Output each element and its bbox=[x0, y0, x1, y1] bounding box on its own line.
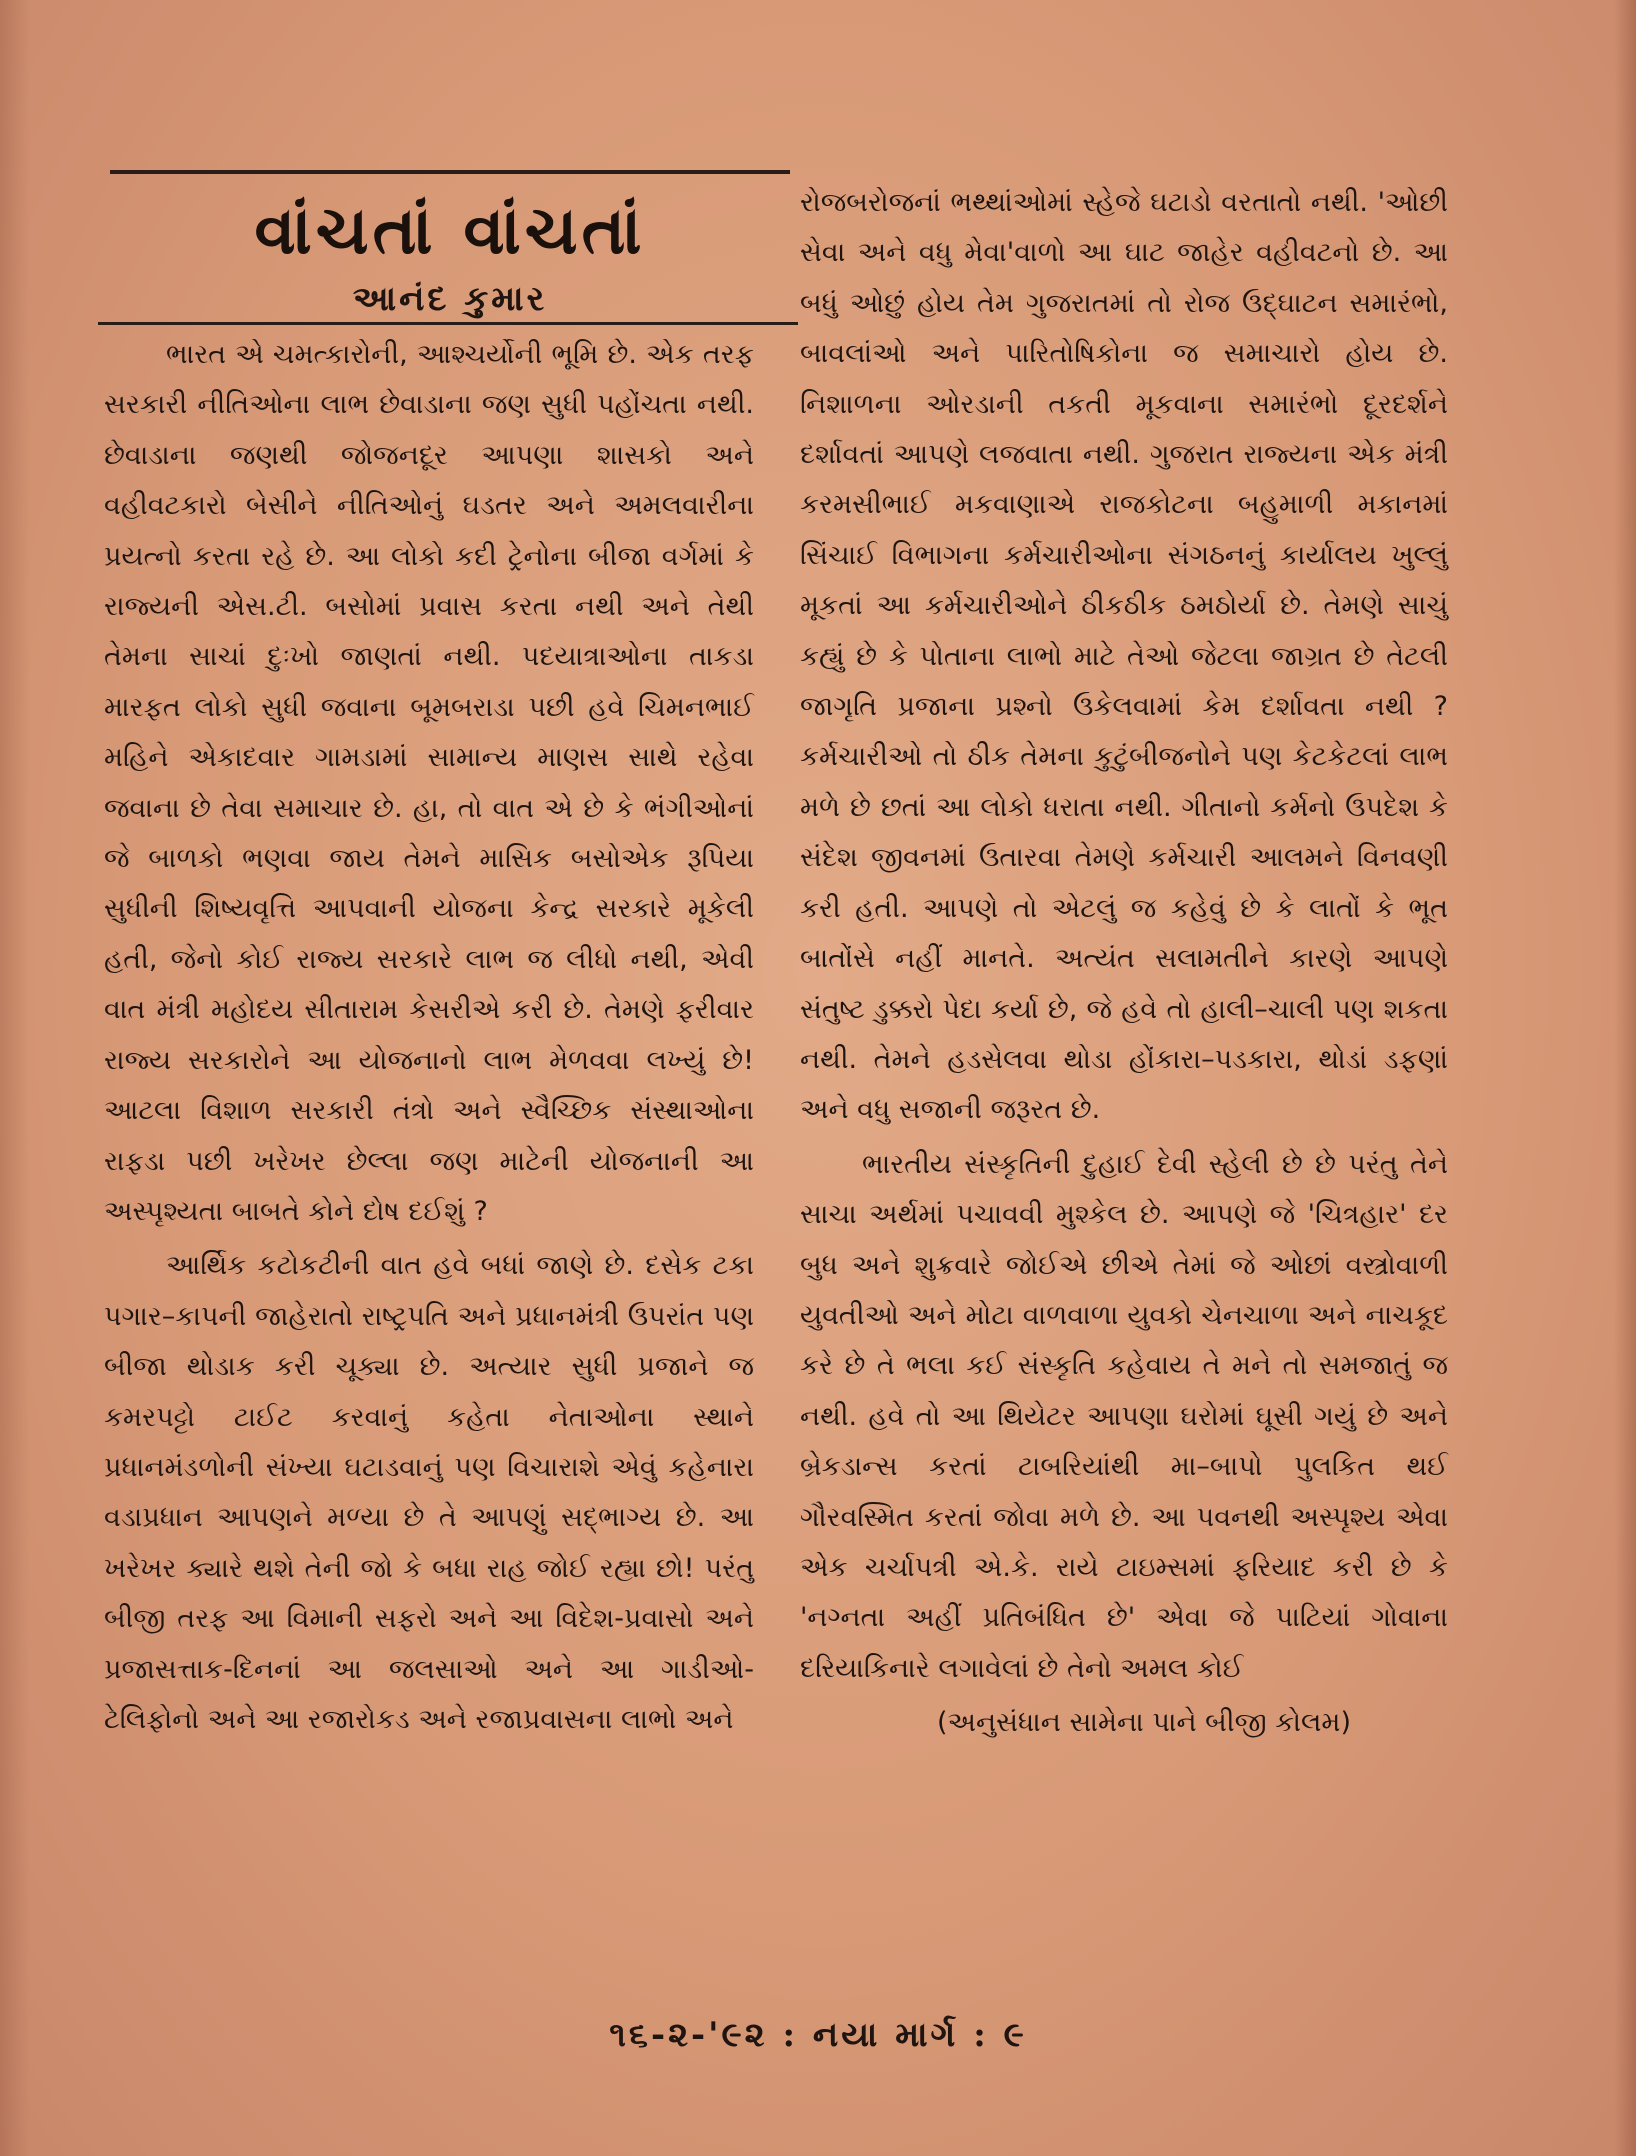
article-title: વાંચતાં વાંચતાં bbox=[254, 191, 646, 269]
article-heading bbox=[100, 185, 800, 321]
page-shadow-left bbox=[0, 0, 30, 2156]
page-shadow-right bbox=[1614, 0, 1636, 2156]
heading-rule bbox=[98, 322, 798, 325]
left-column bbox=[104, 330, 754, 1745]
left-paragraph-2: આર્થિક કટોકટીની વાત હવે બધાં જાણે છે. દસેક ટકા પગાર–કાપની જાહેરાતો રાષ્ટ્રપતિ અને પ્રધાનમંત્રી ઉપરાંત પણ બીજા થોડાક કરી ચૂક્યા છે. અત્યાર સુધી પ્રજાને જ કમરપટ્ટો ટાઈટ કરવાનું કહેતા નેતાઓના સ્થાને પ્રધાનમંડળોની સંખ્યા ઘટાડવાનું પણ વિચારાશે એવું કહેનારા વડાપ્રધાન આપણને મળ્યા છે તે આપણું સદ્‌ભાગ્ય છે. આ ખરેખર ક્યારે થશે તેની જો કે બધા રાહ જોઈ રહ્યા છો! પરંતુ બીજી તરફ આ વિમાની સફરો અને આ વિદેશ-પ્રવાસો અને પ્રજાસત્તાક-દિનનાં આ જલસાઓ અને આ ગાડીઓ-ટેલિફોનો અને આ રજારોકડ અને રજાપ્રવાસના લાભો અને bbox=[104, 1250, 754, 1735]
left-paragraph-1: ભારત એ ચમત્કારોની, આશ્ચર્યોની ભૂમિ છે. એક તરફ સરકારી નીતિઓના લાભ છેવાડાના જણ સુધી પહોંચતા નથી. છેવાડાના જણથી જોજનદૂર આપણા શાસકો અને વહીવટકારો બેસીને નીતિઓનું ઘડતર અને અમલવારીના પ્રયત્નો કરતા રહે છે. આ લોકો કદી ટ્રેનોના બીજા વર્ગમાં કે રાજ્યની એસ.ટી. બસોમાં પ્રવાસ કરતા નથી અને તેથી તેમના સાચાં દુઃખો જાણતાં નથી. પદયાત્રાઓના તાકડા મારફત લોકો સુધી જવાના બૂમબરાડા પછી હવે ચિમનભાઈ મહિને એકાદવાર ગામડામાં સામાન્ય માણસ સાથે રહેવા જવાના છે તેવા સમાચાર છે. હા, તો વાત એ છે કે ભંગીઓનાં જે બાળકો ભણવા જાય તેમને માસિક બસોએક રૂપિયા સુધીની શિષ્યવૃત્તિ આપવાની યોજના કેન્દ્ર સરકારે મૂકેલી હતી, જેનો કોઈ રાજ્ય સરકારે લાભ જ લીધો નથી, એવી વાત મંત્રી મહોદય સીતારામ કેસરીએ કરી છે. તેમણે ફરીવાર રાજ્ય સરકારોને આ યોજનાનો લાભ મેળવવા લખ્યું છે! આટલા વિશાળ સરકારી તંત્રો અને સ્વૈચ્છિક સંસ્થાઓના રાફડા પછી ખરેખર છેલ્લા જણ માટેની યોજનાની આ અસ્પૃશ્યતા બાબતે કોને દોષ દઈશું ? bbox=[104, 339, 754, 1227]
continued-note: (અનુસંધાન સામેના પાને બીજી કોલમ) bbox=[936, 1707, 1352, 1739]
right-column bbox=[800, 178, 1448, 1749]
top-rule bbox=[110, 170, 790, 174]
right-paragraph-1: રોજબરોજનાં ભથ્થાંઓમાં સ્હેજે ઘટાડો વરતાતો નથી. 'ઓછી સેવા અને વધુ મેવા'વાળો આ ઘાટ જાહેર વહીવટનો છે. આ બધું ઓછું હોય તેમ ગુજરાતમાં તો રોજ ઉદ્‌ઘાટન સમારંભો, બાવલાંઓ અને પારિતોષિકોના જ સમાચારો હોય છે. નિશાળના ઓરડાની તકતી મૂકવાના સમારંભો દૂરદર્શને દર્શાવતાં આપણે લજવાતા નથી. ગુજરાત રાજ્યના એક મંત્રી કરમસીભાઈ મકવાણાએ રાજકોટના બહુમાળી મકાનમાં સિંચાઈ વિભાગના કર્મચારીઓના સંગઠનનું કાર્યાલય ખુલ્લું મૂકતાં આ કર્મચારીઓને ઠીકઠીક ઠમઠોર્યા છે. તેમણે સાચું કહ્યું છે કે પોતાના લાભો માટે તેઓ જેટલા જાગ્રત છે તેટલી જાગૃતિ પ્રજાના પ્રશ્નો ઉકેલવામાં કેમ દર્શાવતા નથી ? કર્મચારીઓ તો ઠીક તેમના કુટુંબીજનોને પણ કેટકેટલાં લાભ મળે છે છતાં આ લોકો ધરાતા નથી. ગીતાનો કર્મનો ઉપદેશ કે સંદેશ જીવનમાં ઉતારવા તેમણે કર્મચારી આલમને વિનવણી કરી હતી. આપણે તો એટલું જ કહેવું છે કે લાતોં કે ભૂત બાતોંસે નહીં માનતે. અત્યંત સલામતીને કારણે આપણે સંતુષ્ટ ડુક્કરો પેદા કર્યા છે, જે હવે તો હાલી–ચાલી પણ શકતા નથી. તેમને હડસેલવા થોડા હોંકારા–પડકારા, થોડાં ડફણાં અને વધુ સજાની જરૂરત છે. bbox=[800, 187, 1448, 1126]
page-footer: ૧૬-૨-'૯૨ : નયા માર્ગ : ૯ bbox=[609, 2015, 1027, 2055]
right-paragraph-2: ભારતીય સંસ્કૃતિની દુહાઈ દેવી સ્હેલી છે છે પરંતુ તેને સાચા અર્થમાં પચાવવી મુશ્કેલ છે. આપણે જે 'ચિત્રહાર' દર બુધ અને શુક્રવારે જોઈએ છીએ તેમાં જે ઓછાં વસ્ત્રોવાળી યુવતીઓ અને મોટા વાળવાળા યુવકો ચેનચાળા અને નાચકૂદ કરે છે તે ભલા કઈ સંસ્કૃતિ કહેવાય તે મને તો સમજાતું જ નથી. હવે તો આ થિયેટર આપણા ઘરોમાં ઘૂસી ગયું છે અને બ્રેકડાન્સ કરતાં ટાબરિયાંથી મા–બાપો પુલકિત થઈ ગૌરવસ્મિત કરતાં જોવા મળે છે. આ પવનથી અસ્પૃશ્ય એવા એક ચર્ચાપત્રી એ.કે. રાયે ટાઇમ્સમાં ફરિયાદ કરી છે કે 'નગ્નતા અહીં પ્રતિબંધિત છે' એવા જે પાટિયાં ગોવાના દરિયાકિનારે લગાવેલાં છે તેનો અમલ કોઈ bbox=[800, 1148, 1448, 1684]
article-byline: આનંદ કુમાર bbox=[352, 279, 548, 319]
